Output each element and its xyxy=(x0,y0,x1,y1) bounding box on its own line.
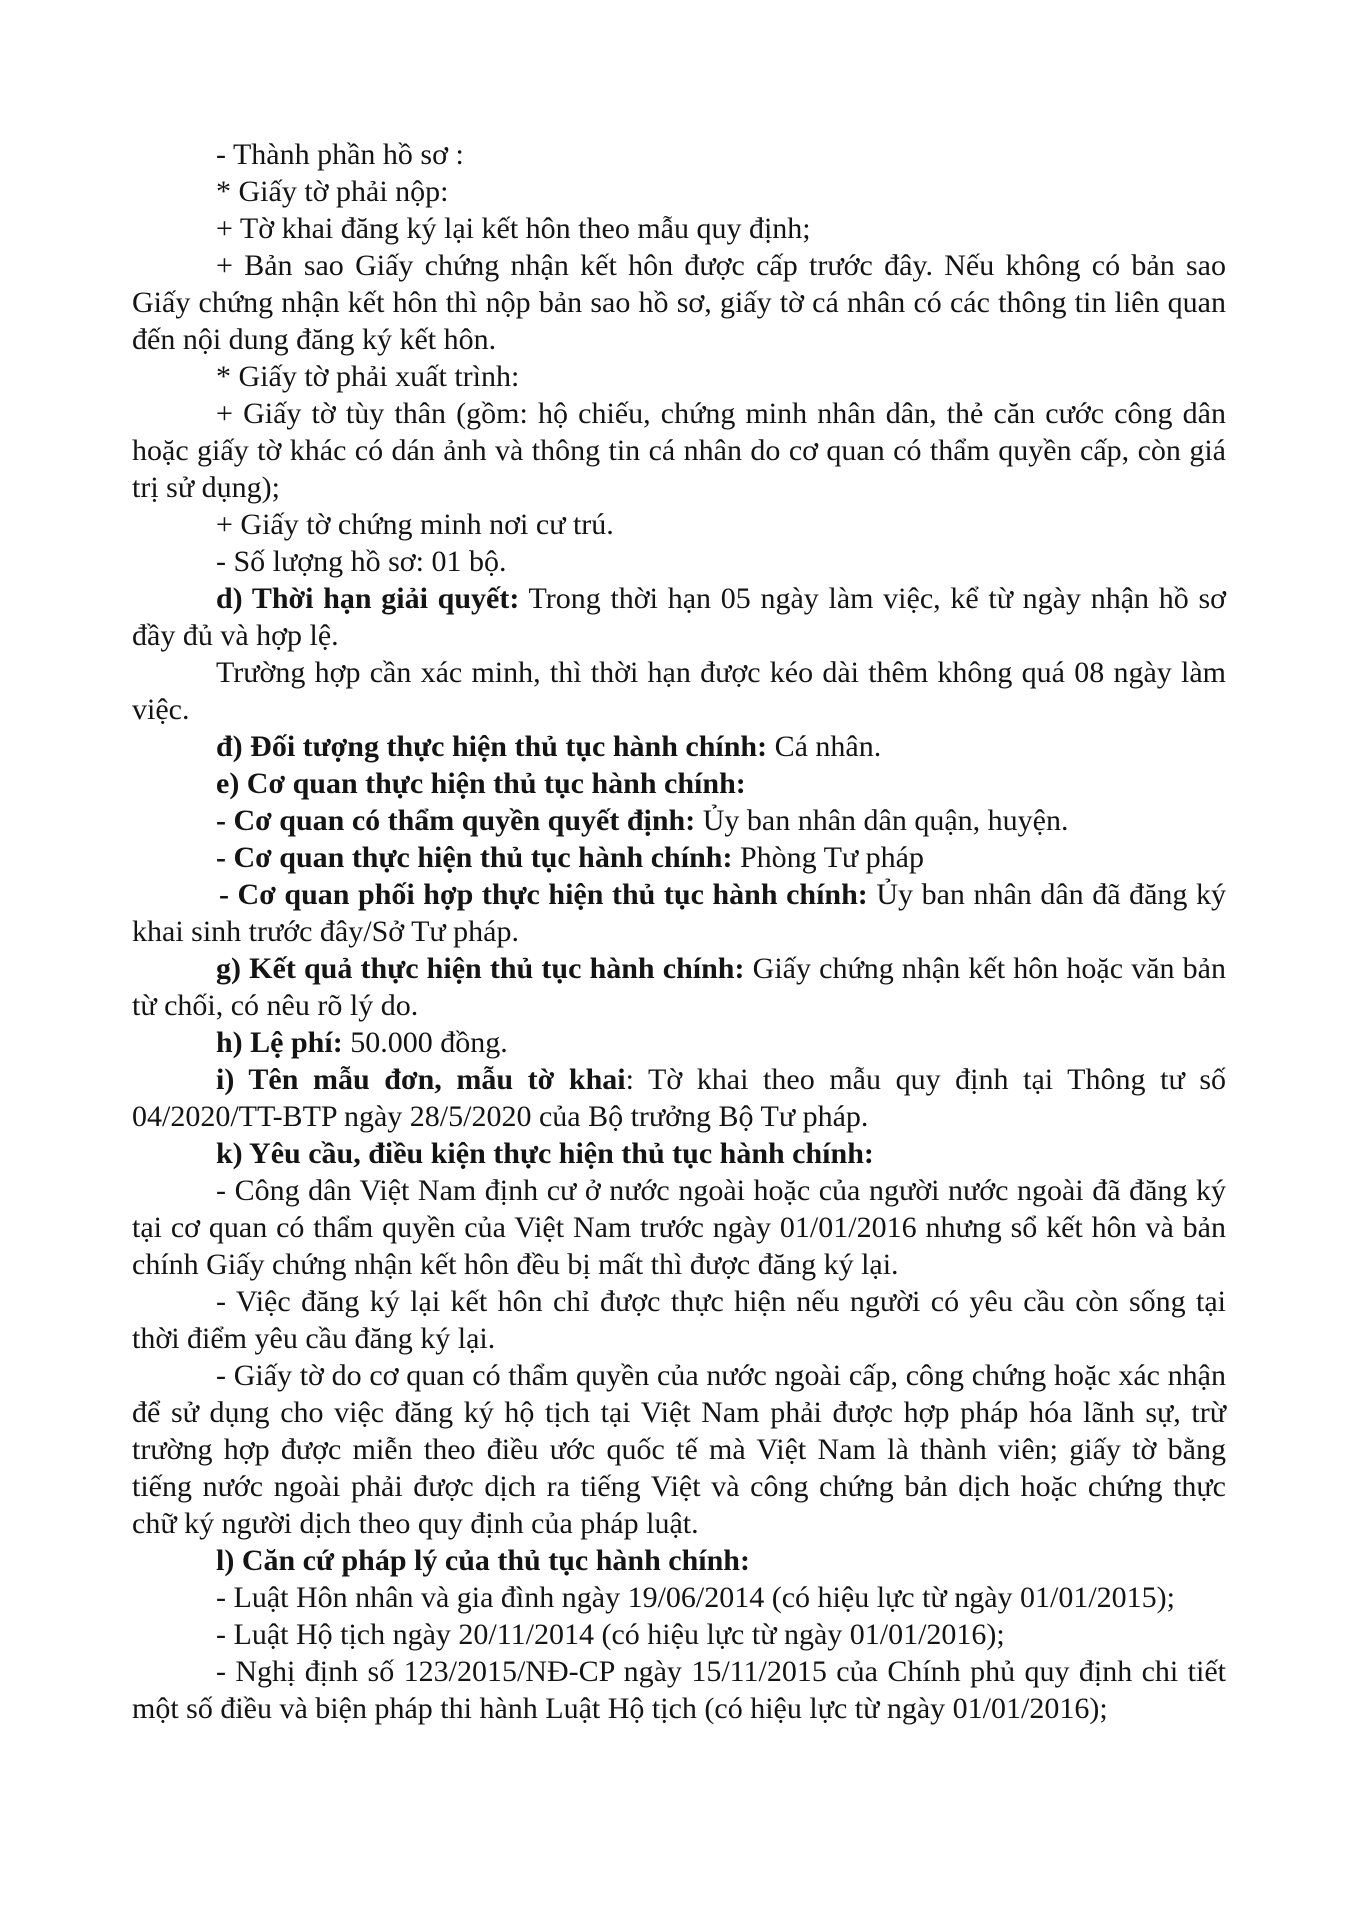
paragraph-le-phi xyxy=(132,1024,1226,1061)
paragraph-giay-to-nuoc-ngoai xyxy=(132,1357,1226,1542)
paragraph-ban-sao xyxy=(132,247,1226,358)
section-heading: d) Thời hạn giải quyết: xyxy=(216,582,520,615)
section-heading: k) Yêu cầu, điều kiện thực hiện thủ tục hành chính: xyxy=(216,1137,874,1170)
paragraph-text: + Giấy tờ tùy thân (gồm: hộ chiếu, chứng minh nhân dân, thẻ căn cước công dân hoặc giấy tờ khác có dán ảnh và thông tin cá nhân do cơ quan có thẩm quyền cấp, còn giá trị sử dụng); xyxy=(132,397,1226,504)
paragraph-noi-cu-tru xyxy=(132,506,1226,543)
paragraph-can-cu-heading xyxy=(132,1542,1226,1579)
paragraph-giay-to-xuat-trinh xyxy=(132,358,1226,395)
paragraph-text: + Giấy tờ chứng minh nơi cư trú. xyxy=(216,508,614,541)
paragraph-text: * Giấy tờ phải xuất trình: xyxy=(216,360,520,393)
section-heading: - Cơ quan có thẩm quyền quyết định: xyxy=(216,804,696,837)
section-heading: e) Cơ quan thực hiện thủ tục hành chính: xyxy=(216,767,746,800)
paragraph-text: - Luật Hộ tịch ngày 20/11/2014 (có hiệu lực từ ngày 01/01/2016); xyxy=(216,1618,1005,1651)
section-heading: - Cơ quan phối hợp thực hiện thủ tục hành chính: xyxy=(219,878,868,911)
paragraph-yeu-cau-heading xyxy=(132,1135,1226,1172)
document-page xyxy=(132,136,1226,1727)
paragraph-co-quan-phoi-hop xyxy=(132,876,1226,950)
paragraph-text: Ủy ban nhân dân quận, huyện. xyxy=(695,804,1069,837)
paragraph-text: Trường hợp cần xác minh, thì thời hạn được kéo dài thêm không quá 08 ngày làm việc. xyxy=(132,656,1226,726)
section-heading: h) Lệ phí: xyxy=(216,1026,343,1059)
paragraph-text: Ủy ban nhân dân đã đăng ký khai sinh trước đây/Sở Tư pháp. xyxy=(132,878,1226,948)
paragraph-text: + Tờ khai đăng ký lại kết hôn theo mẫu quy định; xyxy=(216,212,811,245)
paragraph-text: - Thành phần hồ sơ : xyxy=(216,138,464,171)
paragraph-mau-don xyxy=(132,1061,1226,1135)
paragraph-luat-hon-nhan xyxy=(132,1579,1226,1616)
paragraph-nghi-dinh xyxy=(132,1653,1226,1727)
paragraph-to-khai xyxy=(132,210,1226,247)
paragraph-co-quan-heading xyxy=(132,765,1226,802)
paragraph-giay-to-phai-nop xyxy=(132,173,1226,210)
paragraph-text: - Giấy tờ do cơ quan có thẩm quyền của nước ngoài cấp, công chứng hoặc xác nhận để sử dụng cho việc đăng ký hộ tịch tại Việt Nam phải được hợp pháp hóa lãnh sự, trừ trường hợp được miễn theo điều ước quốc tế mà Việt Nam là thành viên; giấy tờ bằng tiếng nước ngoài phải được dịch ra tiếng Việt và công chứng bản dịch hoặc chứng thực chữ ký người dịch theo quy định của pháp luật. xyxy=(132,1359,1226,1540)
paragraph-viec-dang-ky xyxy=(132,1283,1226,1357)
paragraph-text: - Công dân Việt Nam định cư ở nước ngoài hoặc của người nước ngoài đã đăng ký tại cơ quan có thẩm quyền của Việt Nam trước ngày 01/01/2016 nhưng sổ kết hôn và bản chính Giấy chứng nhận kết hôn đều bị mất thì được đăng ký lại. xyxy=(132,1174,1226,1281)
paragraph-xac-minh xyxy=(132,654,1226,728)
paragraph-ho-so-heading xyxy=(132,136,1226,173)
paragraph-text: - Số lượng hồ sơ: 01 bộ. xyxy=(216,545,507,578)
paragraph-text: - Việc đăng ký lại kết hôn chỉ được thực hiện nếu người có yêu cầu còn sống tại thời điểm yêu cầu đăng ký lại. xyxy=(132,1285,1226,1355)
section-heading: đ) Đối tượng thực hiện thủ tục hành chính: xyxy=(216,730,768,763)
paragraph-thoi-han xyxy=(132,580,1226,654)
paragraph-text: Giấy chứng nhận kết hôn hoặc văn bản từ chối, có nêu rõ lý do. xyxy=(132,952,1226,1022)
paragraph-text: + Bản sao Giấy chứng nhận kết hôn được cấp trước đây. Nếu không có bản sao Giấy chứng nhận kết hôn thì nộp bản sao hồ sơ, giấy tờ cá nhân có các thông tin liên quan đến nội dung đăng ký kết hôn. xyxy=(132,249,1226,356)
paragraph-text: - Luật Hôn nhân và gia đình ngày 19/06/2014 (có hiệu lực từ ngày 01/01/2015); xyxy=(216,1581,1176,1614)
paragraph-so-luong xyxy=(132,543,1226,580)
section-heading: l) Căn cứ pháp lý của thủ tục hành chính: xyxy=(216,1544,750,1577)
paragraph-ket-qua xyxy=(132,950,1226,1024)
paragraph-luat-ho-tich xyxy=(132,1616,1226,1653)
paragraph-co-quan-tham-quyen xyxy=(132,802,1226,839)
paragraph-doi-tuong xyxy=(132,728,1226,765)
paragraph-text: : Tờ khai theo mẫu quy định tại Thông tư số 04/2020/TT-BTP ngày 28/5/2020 của Bộ trưởng Bộ Tư pháp. xyxy=(132,1063,1226,1133)
paragraph-giay-to-tuy-than xyxy=(132,395,1226,506)
paragraph-text: Cá nhân. xyxy=(767,730,882,763)
paragraph-text: Trong thời hạn 05 ngày làm việc, kể từ ngày nhận hồ sơ đầy đủ và hợp lệ. xyxy=(132,582,1226,652)
paragraph-cong-dan xyxy=(132,1172,1226,1283)
section-heading: g) Kết quả thực hiện thủ tục hành chính: xyxy=(216,952,745,985)
paragraph-text: * Giấy tờ phải nộp: xyxy=(216,175,449,208)
section-heading: i) Tên mẫu đơn, mẫu tờ khai xyxy=(216,1063,626,1096)
paragraph-co-quan-thuc-hien xyxy=(132,839,1226,876)
paragraph-text: 50.000 đồng. xyxy=(342,1026,508,1059)
section-heading: - Cơ quan thực hiện thủ tục hành chính: xyxy=(216,841,733,874)
paragraph-text: Phòng Tư pháp xyxy=(732,841,924,874)
paragraph-text: - Nghị định số 123/2015/NĐ-CP ngày 15/11/2015 của Chính phủ quy định chi tiết một số điều và biện pháp thi hành Luật Hộ tịch (có hiệu lực từ ngày 01/01/2016); xyxy=(132,1655,1226,1725)
